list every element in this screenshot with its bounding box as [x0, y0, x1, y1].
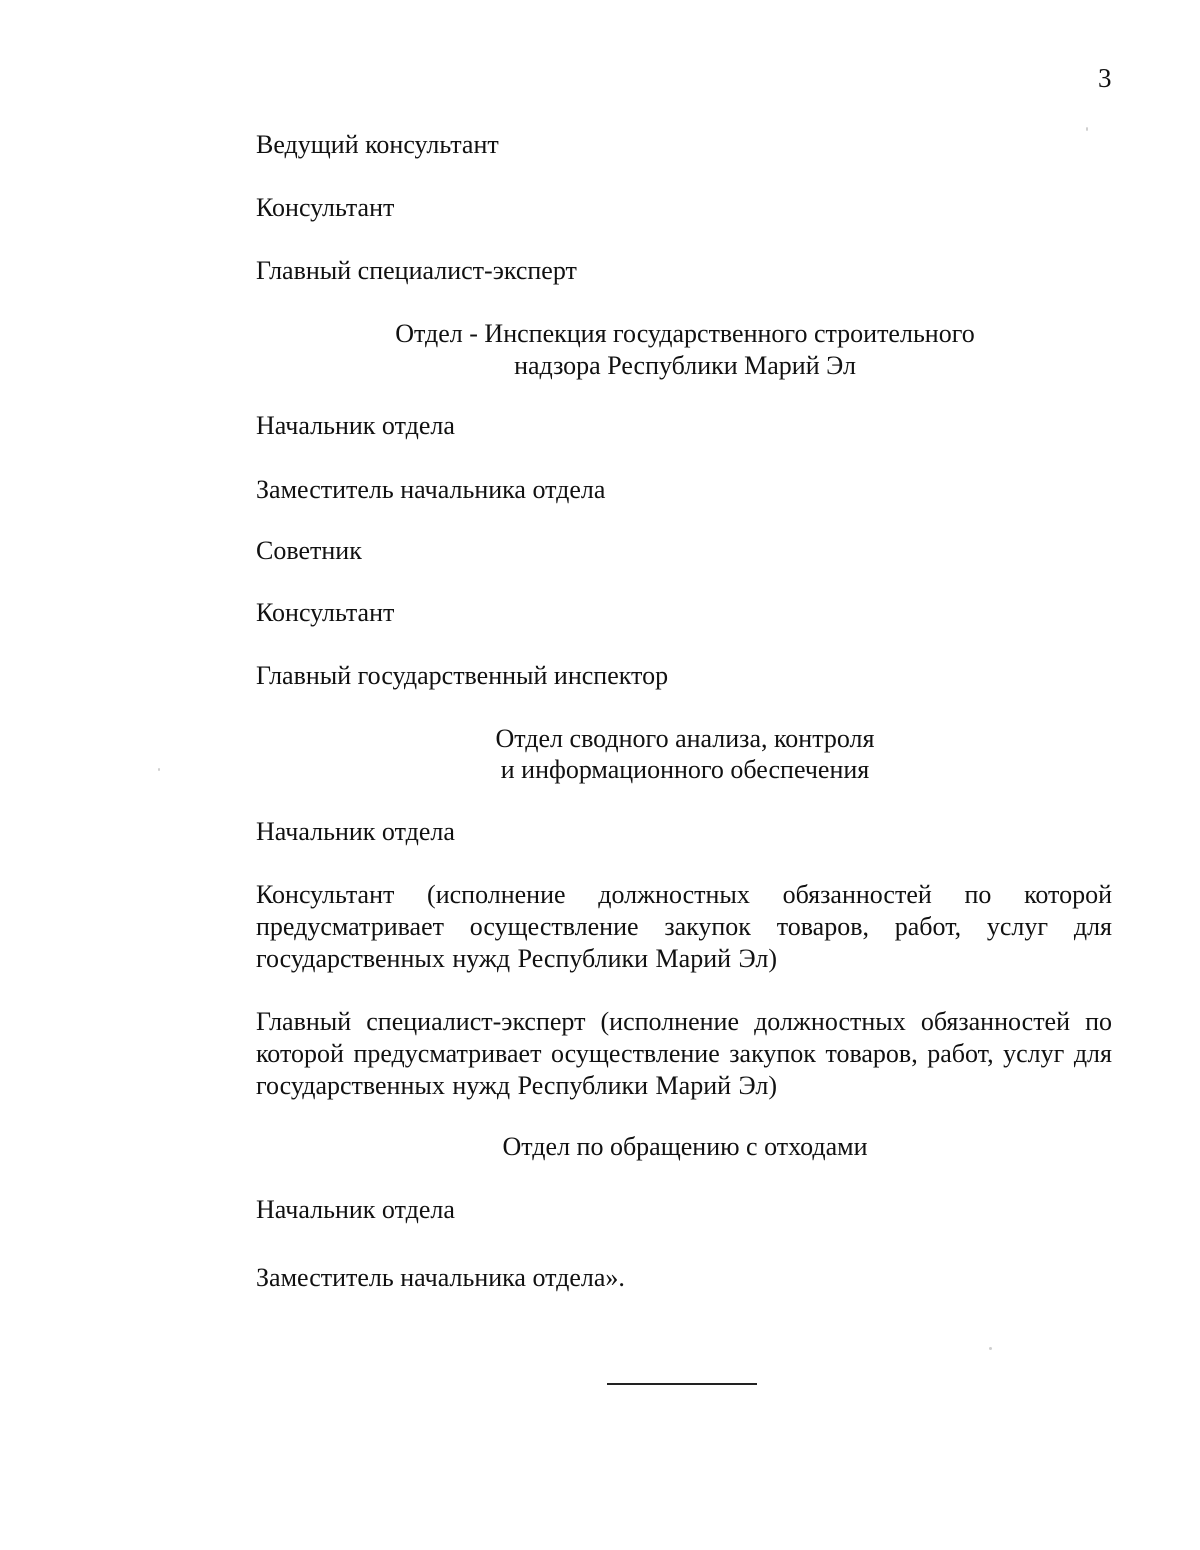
section-title-waste-management: Отдел по обращению с отходами — [502, 1132, 868, 1161]
position-deputy-head-closing: Заместитель начальника отдела». — [256, 1263, 625, 1292]
position-consultant-procurement: Консультант (исполнение должностных обязанностей по которой предусматривает осуществление закупок товаров, работ, услуг для государственных нужд Республики Марий Эл) — [256, 880, 1112, 973]
position-deputy-head: Заместитель начальника отдела — [256, 475, 606, 504]
scan-speck — [989, 1347, 992, 1350]
position-lead-consultant: Ведущий консультант — [256, 130, 499, 159]
position-head-of-department: Начальник отдела — [256, 817, 455, 846]
scan-speck — [158, 768, 160, 771]
page-number: 3 — [1098, 63, 1112, 93]
section-title-line: и информационного обеспечения — [500, 755, 870, 784]
position-consultant: Консультант — [256, 193, 395, 222]
position-consultant: Консультант — [256, 598, 395, 627]
position-head-of-department: Начальник отдела — [256, 411, 455, 440]
position-advisor: Советник — [256, 536, 362, 565]
position-chief-state-inspector: Главный государственный инспектор — [256, 661, 669, 690]
section-title-line: Отдел сводного анализа, контроля — [495, 724, 875, 753]
position-chief-specialist-expert: Главный специалист-эксперт — [256, 256, 577, 285]
scan-speck — [1086, 127, 1088, 131]
section-title-line: Отдел - Инспекция государственного строительного — [395, 319, 975, 348]
section-title-line: надзора Республики Марий Эл — [514, 351, 856, 380]
end-rule — [607, 1383, 757, 1385]
position-chief-specialist-procurement: Главный специалист-эксперт (исполнение должностных обязанностей по которой предусматривает осуществление закупок товаров, работ, услуг для государственных нужд Республики Марий Эл) — [256, 1007, 1112, 1100]
position-head-of-department: Начальник отдела — [256, 1195, 455, 1224]
